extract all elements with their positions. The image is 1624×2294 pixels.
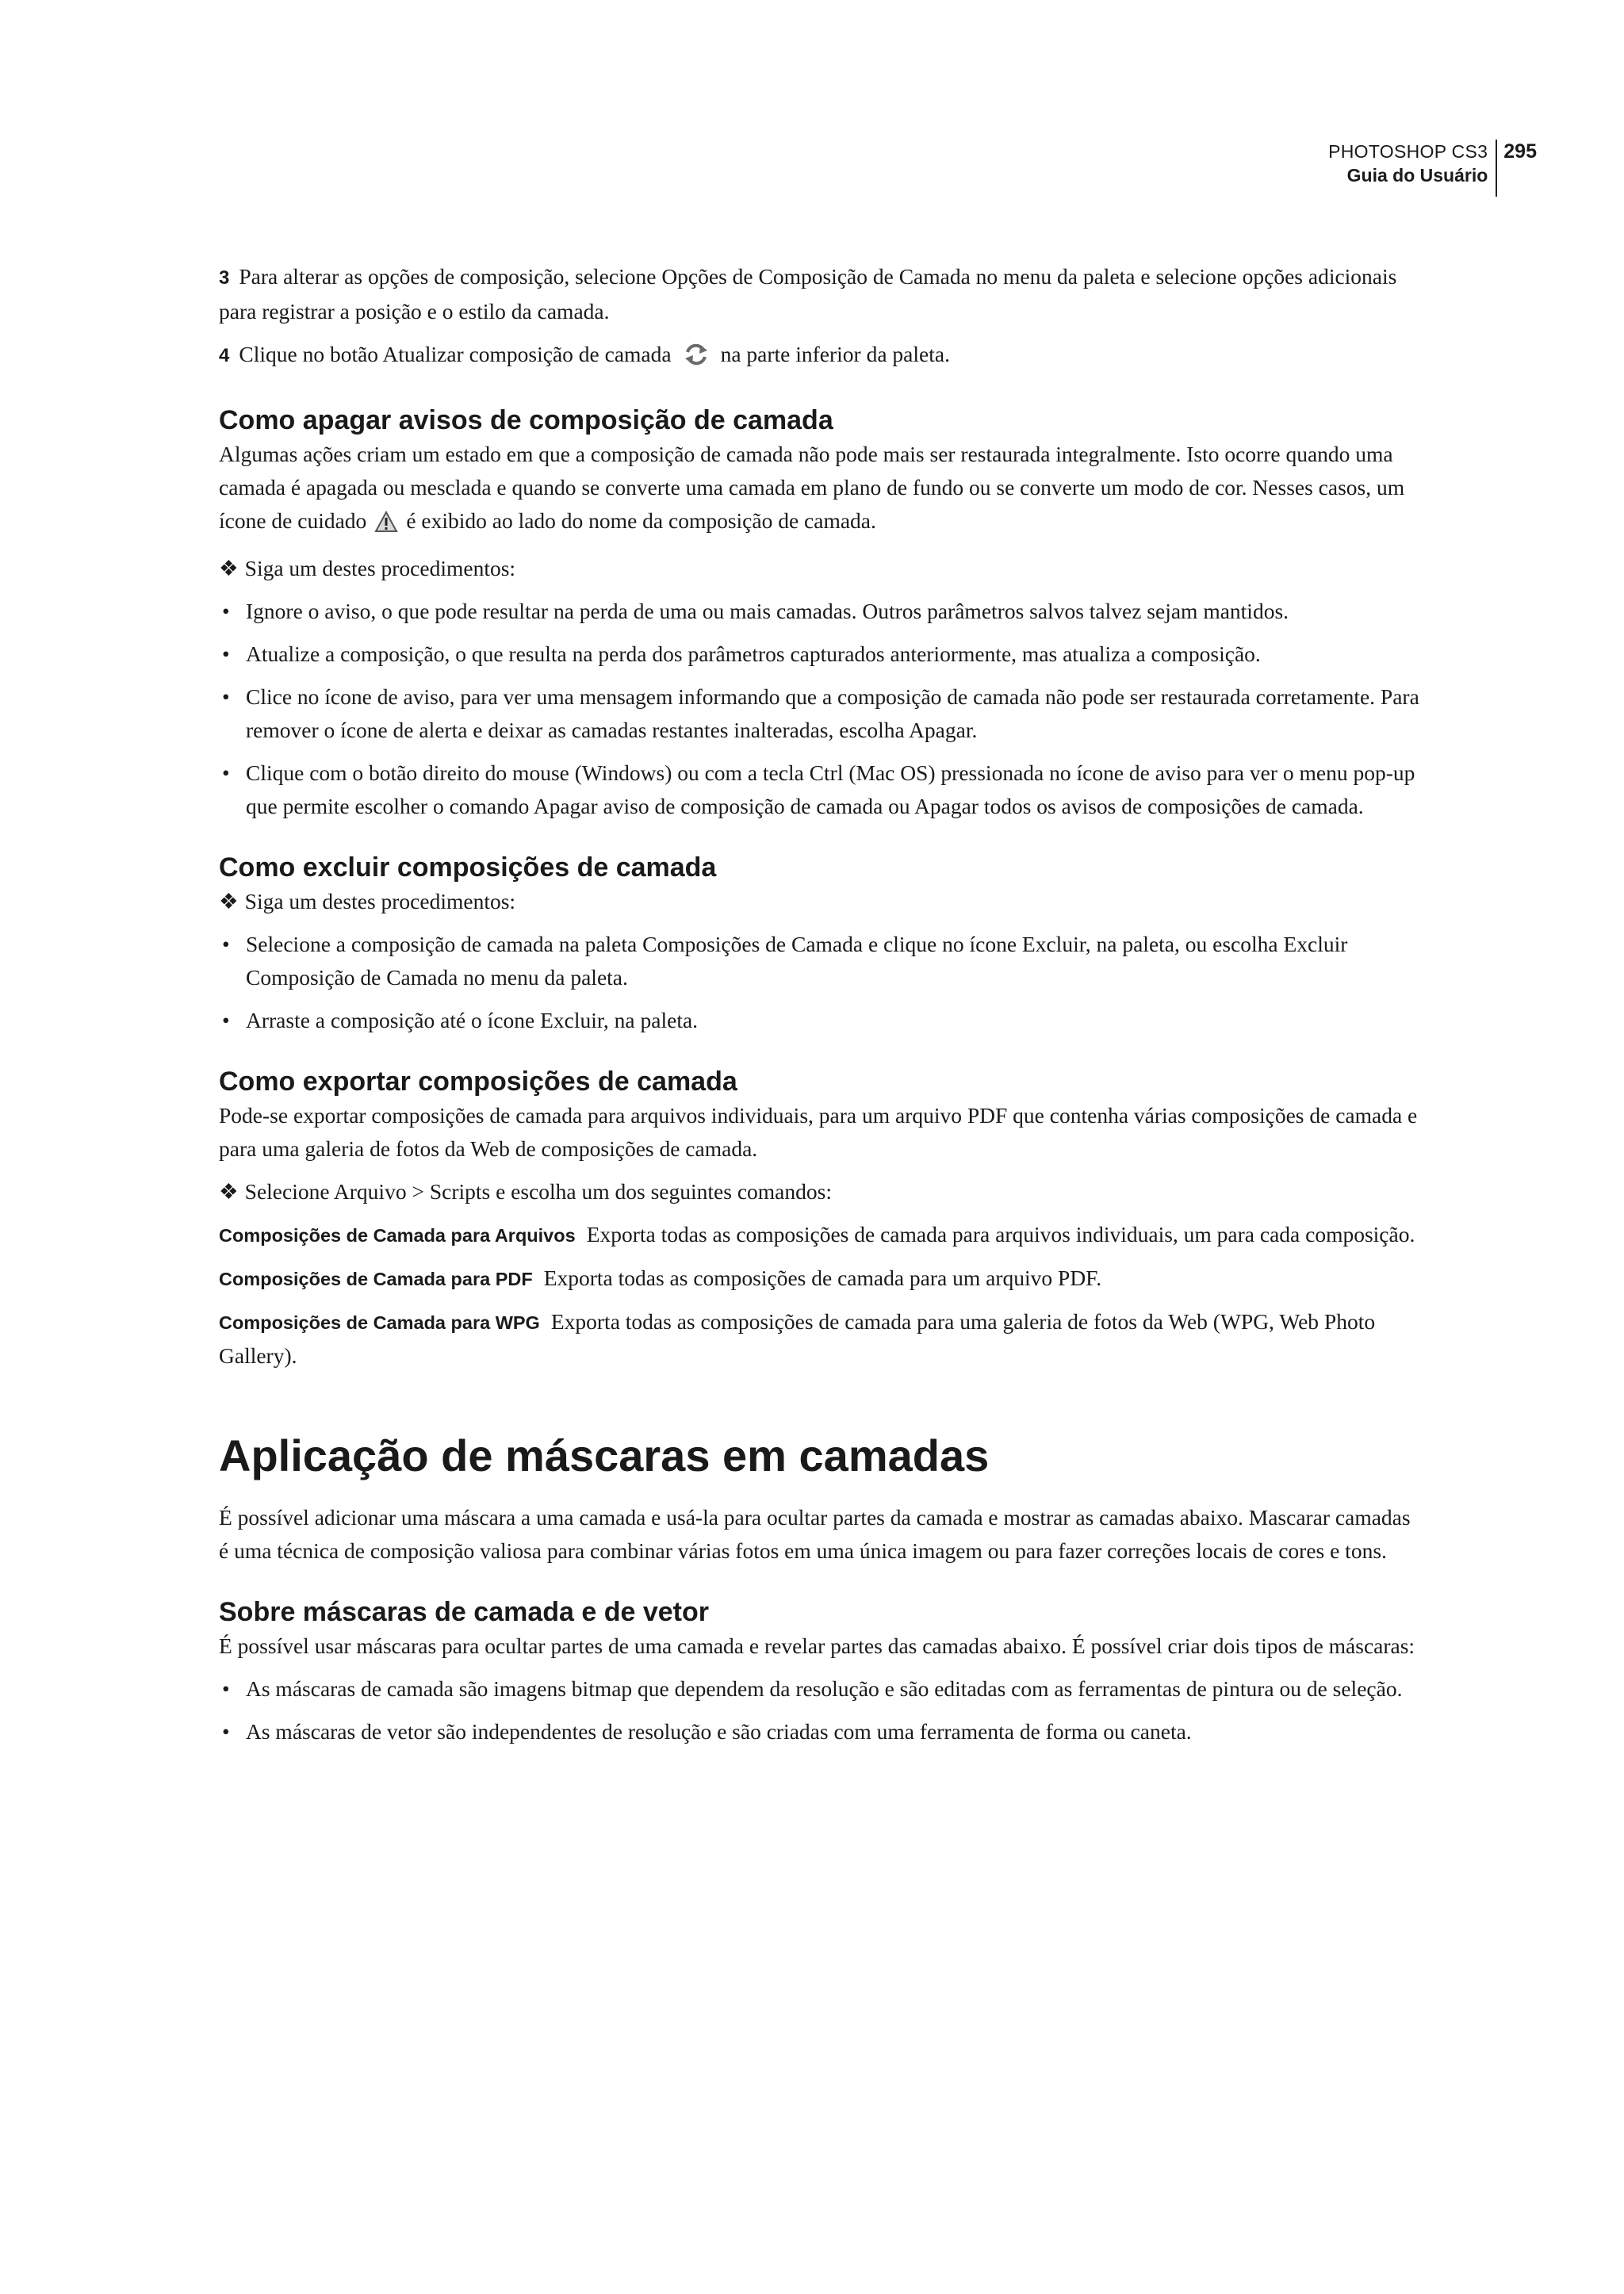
command-term: Composições de Camada para PDF <box>219 1269 533 1289</box>
list-item: • Clice no ícone de aviso, para ver uma mensagem informando que a composição de camada não pode ser restaurada corretamente. Para remover o ícone de alerta e deixar as camadas restantes inalteradas, escolha Apagar. <box>222 684 1419 742</box>
list-item: • As máscaras de vetor são independentes de resolução e são criadas com uma ferramenta de forma ou caneta. <box>222 1719 1192 1744</box>
chapter-heading: Aplicação de máscaras em camadas <box>219 1430 990 1480</box>
warning-triangle-icon <box>374 509 398 542</box>
command-entry <box>219 1305 1424 1373</box>
command-term: Composições de Camada para WPG <box>219 1312 540 1333</box>
running-header <box>1328 140 1537 197</box>
command-desc: Exporta todas as composições de camada para um arquivo PDF. <box>543 1266 1102 1290</box>
step-3 <box>219 260 1424 328</box>
page-number: 295 <box>1503 140 1537 163</box>
command-entry <box>219 1262 1424 1296</box>
command-desc: Exporta todas as composições de camada para uma galeria de fotos da Web (WPG, Web Photo Gallery). <box>219 1309 1376 1368</box>
instruction: ❖ Selecione Arquivo > Scripts e escolha um dos seguintes comandos: <box>219 1179 832 1204</box>
list-item: • As máscaras de camada são imagens bitmap que dependem da resolução e são editadas com as ferramentas de pintura ou de seleção. <box>222 1676 1403 1701</box>
step-4 <box>219 338 1424 376</box>
section-intro: Algumas ações criam um estado em que a composição de camada não pode mais ser restaurada integralmente. Isto ocorre quando uma camada é apagada ou mesclada e quando se converte uma camada em plano de fundo ou se converte um modo de cor. Nesses casos, um ícone de cuidado é exibido ao lado do nome da composição de camada. <box>219 438 1424 542</box>
list-item: • Selecione a composição de camada na paleta Composições de Camada e clique no ícone Excluir, na paleta, ou escolha Excluir Composição de Camada no menu da paleta. <box>222 932 1348 990</box>
section-intro: É possível usar máscaras para ocultar partes de uma camada e revelar partes das camadas abaixo. É possível criar dois tipos de máscaras: <box>219 1633 1415 1658</box>
section-heading-clear-warnings: Como apagar avisos de composição de camada <box>219 405 833 435</box>
page-content <box>219 260 1424 1758</box>
section-heading-export: Como exportar composições de camada <box>219 1067 737 1097</box>
list-item: • Arraste a composição até o ícone Excluir, na paleta. <box>222 1008 699 1032</box>
section-intro: Pode-se exportar composições de camada para arquivos individuais, para um arquivo PDF que contenha várias composições de camada e para uma galeria de fotos da Web de composições de camada. <box>219 1103 1418 1161</box>
command-desc: Exporta todas as composições de camada para arquivos individuais, um para cada composição. <box>586 1222 1415 1247</box>
step-number: 4 <box>219 345 230 366</box>
instruction: ❖ Siga um destes procedimentos: <box>219 556 516 580</box>
guide-title: Guia do Usuário <box>1346 165 1488 186</box>
instruction: ❖ Siga um destes procedimentos: <box>219 889 516 913</box>
list-item: • Clique com o botão direito do mouse (Windows) ou com a tecla Ctrl (Mac OS) pressionada no ícone de aviso para ver o menu pop-up que permite escolher o comando Apagar aviso de composição de camada ou Apagar todos os avisos de composições de camada. <box>222 760 1415 818</box>
step-text: Para alterar as opções de composição, selecione Opções de Composição de Camada no menu da paleta e selecione opções adicionais para registrar a posição e o estilo da camada. <box>219 264 1397 324</box>
diamond-bullet-icon: ❖ <box>219 556 239 580</box>
header-titles <box>1328 140 1497 197</box>
section-heading-about-masks: Sobre máscaras de camada e de vetor <box>219 1597 709 1627</box>
update-layer-comp-icon <box>683 343 710 376</box>
section-heading-delete: Como excluir composições de camada <box>219 852 717 883</box>
product-name: PHOTOSHOP CS3 <box>1328 141 1488 162</box>
list-item: • Atualize a composição, o que resulta na perda dos parâmetros capturados anteriormente, mas atualiza a composição. <box>222 641 1261 666</box>
step-number: 3 <box>219 267 230 289</box>
step-text-after: na parte inferior da paleta. <box>720 342 950 366</box>
list-item: • Ignore o aviso, o que pode resultar na perda de uma ou mais camadas. Outros parâmetros salvos talvez sejam mantidos. <box>222 599 1289 623</box>
command-term: Composições de Camada para Arquivos <box>219 1225 576 1246</box>
chapter-intro: É possível adicionar uma máscara a uma camada e usá-la para ocultar partes da camada e mostrar as camadas abaixo. Mascarar camadas é uma técnica de composição valiosa para combinar várias fotos em uma única imagem ou para fazer correções locais de cores e tons. <box>219 1505 1411 1563</box>
step-text: Clique no botão Atualizar composição de camada <box>239 342 672 366</box>
diamond-bullet-icon: ❖ <box>219 889 239 913</box>
diamond-bullet-icon: ❖ <box>219 1179 239 1204</box>
command-entry <box>219 1218 1424 1252</box>
